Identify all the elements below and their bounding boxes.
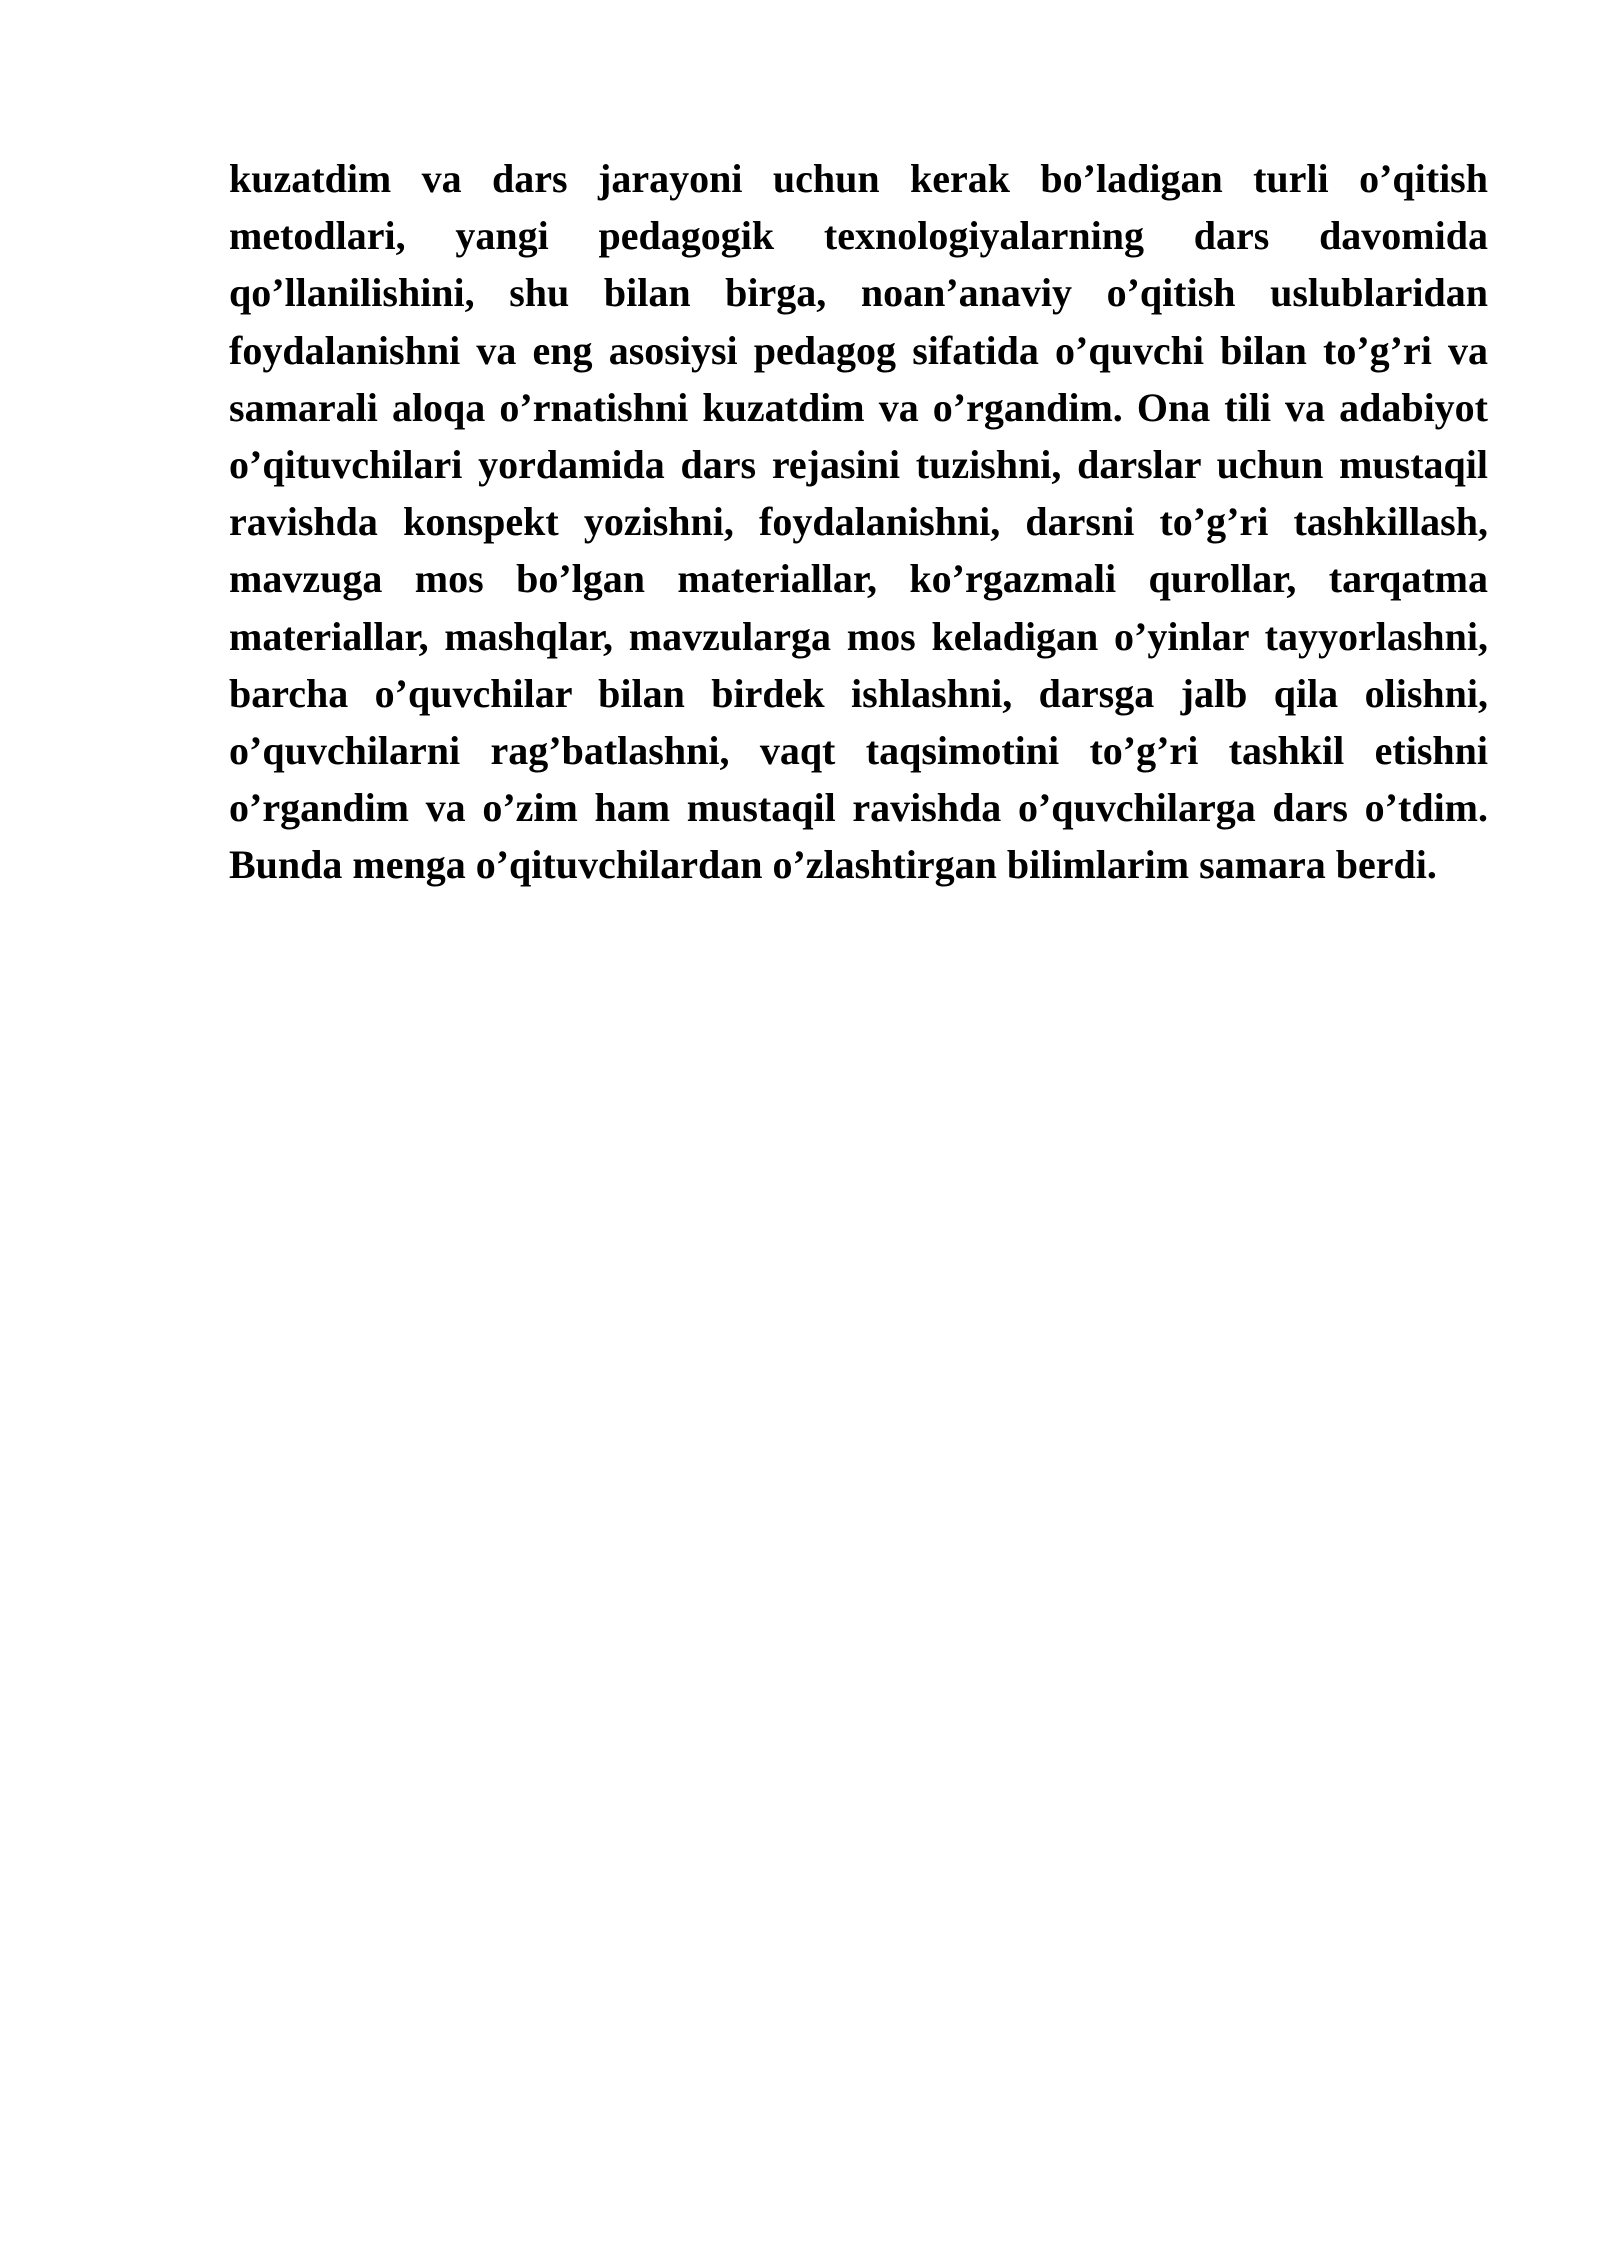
page-body (229, 150, 1488, 894)
body-paragraph: kuzatdim va dars jarayoni uchun kerak bo’ladigan turli o’qitish metodlari, yangi pedagogik texnologiyalarning dars davomida qo’llanilishini, shu bilan birga, noan’anaviy o’qitish uslublaridan foydalanishni va eng asosiysi pedagog sifatida o’quvchi bilan to’g’ri va samarali aloqa o’rnatishni kuzatdim va o’rgandim. Ona tili va adabiyot o’qituvchilari yordamida dars rejasini tuzishni, darslar uchun mustaqil ravishda konspekt yozishni, foydalanishni, darsni to’g’ri tashkillash, mavzuga mos bo’lgan materiallar, ko’rgazmali qurollar, tarqatma materiallar, mashqlar, mavzularga mos keladigan o’yinlar tayyorlashni, barcha o’quvchilar bilan birdek ishlashni, darsga jalb qila olishni, o’quvchilarni rag’batlashni, vaqt taqsimotini to’g’ri tashkil etishni o’rgandim va o’zim ham mustaqil ravishda o’quvchilarga dars o’tdim. Bunda menga o’qituvchilardan o’zlashtirgan bilimlarim samara berdi. (229, 156, 1488, 888)
